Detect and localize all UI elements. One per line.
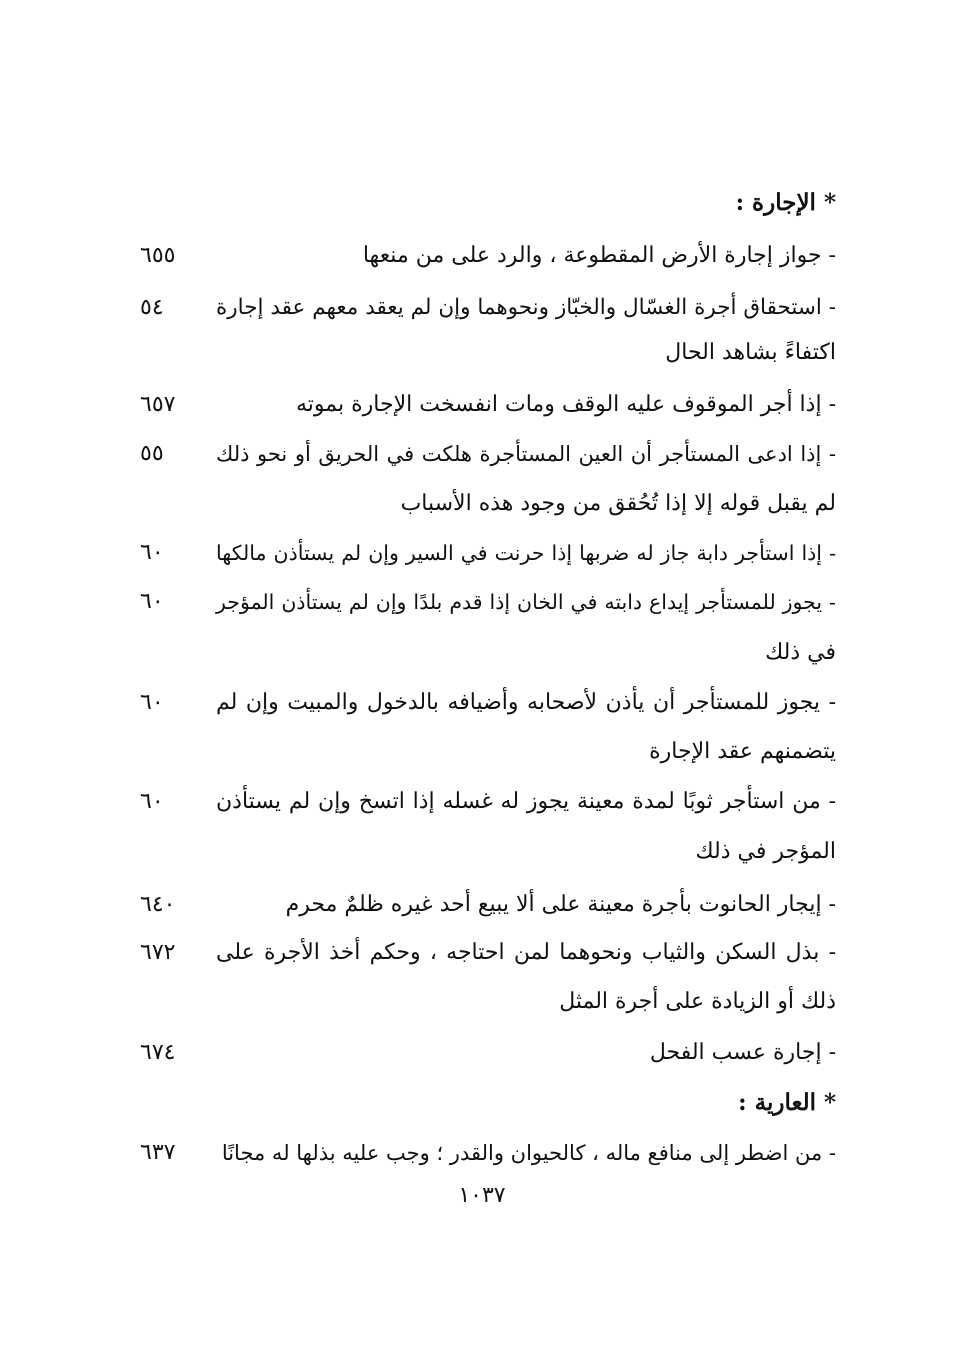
entry-line: - إيجار الحانوت بأجرة معينة على ألا يبيع أحد غيره ظلمٌ محرم [285,892,836,917]
entry-line-continued: يتضمنهم عقد الإجارة [649,739,836,764]
page-reference: ٦٠ [140,789,164,814]
entry-line: - جواز إجارة الأرض المقطوعة ، والرد على من منعها [362,243,836,268]
entry-line: - إذا أجر الموقوف عليه الوقف ومات انفسخت الإجارة بموته [296,392,836,417]
page-reference: ٦٠ [140,540,164,565]
entry-line-continued: ذلك أو الزيادة على أجرة المثل [559,989,836,1014]
entry-line: - بذل السكن والثياب ونحوهما لمن احتاجه ، وحكم أخذ الأجرة على [216,940,836,965]
entry-line-continued: في ذلك [765,640,836,665]
page-reference: ٥٤ [140,295,164,320]
page-reference: ٦٠ [140,589,164,614]
page-reference: ٦٥٥ [140,243,176,268]
page-reference: ٦٥٧ [140,392,176,417]
page-reference: ٦٤٠ [140,892,176,917]
entry-line: - استحقاق أجرة الغسّال والخبّاز ونحوهما وإن لم يعقد معهم عقد إجارة [216,295,836,320]
section-heading-ijara: * الإجارة : [735,189,836,216]
page-number: ١٠٣٧ [458,1183,506,1208]
page-reference: ٦٠ [140,690,164,715]
section-heading-ariya: * العارية : [738,1089,836,1116]
page-reference: ٦٣٧ [140,1140,176,1165]
entry-line-continued: لم يقبل قوله إلا إذا تُحُقق من وجود هذه الأسباب [400,491,836,516]
entry-line: - يجوز للمستأجر أن يأذن لأصحابه وأضيافه بالدخول والمبيت وإن لم [216,690,836,715]
entry-line: - إذا ادعى المستأجر أن العين المستأجرة هلكت في الحريق أو نحو ذلك [216,442,836,466]
page-reference: ٦٧٢ [140,940,176,965]
entry-line-continued: المؤجر في ذلك [695,839,836,864]
page-reference: ٥٥ [140,441,164,466]
entry-line: - من اضطر إلى منافع ماله ، كالحيوان والقدر ؛ وجب عليه بذلها له مجانًا [221,1141,836,1165]
entry-line: - إجارة عسب الفحل [649,1040,836,1065]
entry-line: - إذا استأجر دابة جاز له ضربها إذا حرنت في السير وإن لم يستأذن مالكها [216,541,836,565]
entry-line-continued: اكتفاءً بشاهد الحال [665,340,836,365]
entry-line: - من استأجر ثوبًا لمدة معينة يجوز له غسله إذا اتسخ وإن لم يستأذن [216,789,836,814]
entry-line: - يجوز للمستأجر إيداع دابته في الخان إذا قدم بلدًا وإن لم يستأذن المؤجر [216,590,836,614]
page-reference: ٦٧٤ [140,1040,176,1065]
